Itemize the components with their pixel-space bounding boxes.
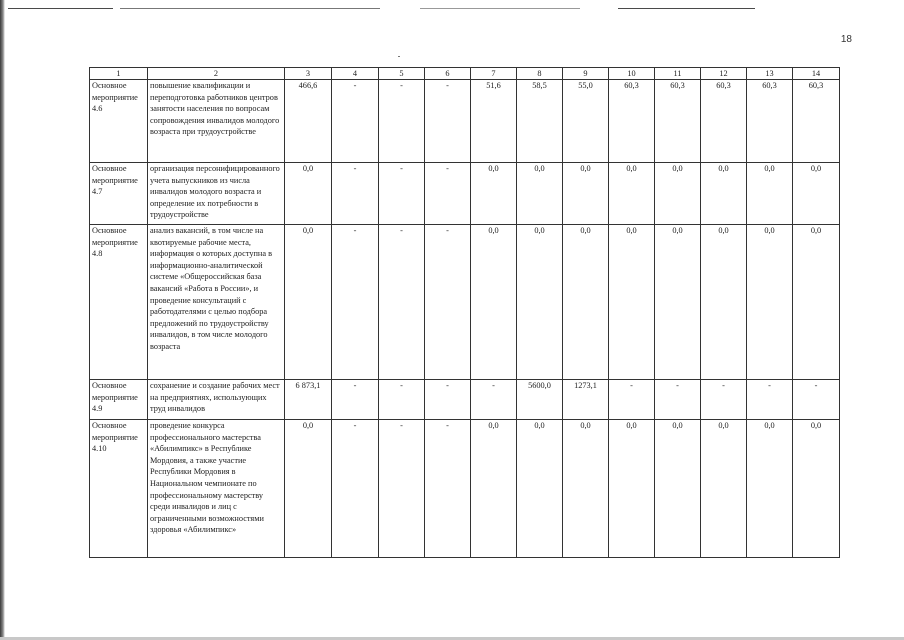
scan-speck <box>398 56 400 57</box>
value-cell-col-13: 0,0 <box>747 163 793 225</box>
table-row <box>90 420 840 558</box>
value-cell-col-12: - <box>701 380 747 420</box>
value-cell-col-3: 0,0 <box>285 163 332 225</box>
value-cell-col-4: - <box>332 163 379 225</box>
column-header-14: 14 <box>793 68 840 80</box>
column-header-10: 10 <box>609 68 655 80</box>
value-cell-col-3: 0,0 <box>285 420 332 558</box>
table-row <box>90 380 840 420</box>
value-cell-col-6: - <box>425 380 471 420</box>
scan-top-line-2 <box>120 8 380 9</box>
table-row <box>90 80 840 163</box>
column-header-12: 12 <box>701 68 747 80</box>
value-cell-col-13: 0,0 <box>747 225 793 380</box>
value-cell-col-10: 60,3 <box>609 80 655 163</box>
column-header-11: 11 <box>655 68 701 80</box>
value-cell-col-6: - <box>425 225 471 380</box>
table-body <box>90 68 840 558</box>
value-cell-col-11: 0,0 <box>655 225 701 380</box>
event-name-cell: Основное мероприятие 4.10 <box>90 420 148 558</box>
value-cell-col-14: 60,3 <box>793 80 840 163</box>
value-cell-col-10: 0,0 <box>609 225 655 380</box>
value-cell-col-13: 60,3 <box>747 80 793 163</box>
column-header-2: 2 <box>148 68 285 80</box>
value-cell-col-5: - <box>379 225 425 380</box>
column-header-8: 8 <box>517 68 563 80</box>
value-cell-col-12: 0,0 <box>701 163 747 225</box>
column-header-7: 7 <box>471 68 517 80</box>
value-cell-col-12: 60,3 <box>701 80 747 163</box>
value-cell-col-7: 0,0 <box>471 420 517 558</box>
scan-top-line-1 <box>8 8 113 9</box>
column-header-4: 4 <box>332 68 379 80</box>
value-cell-col-13: - <box>747 380 793 420</box>
event-description-cell: анализ вакансий, в том числе на квотируемые рабочие места, информация о которых доступна в информационно-аналитической системе «Общероссийская база вакансий «Работа в России», и проведение консультаций с работодателями с целью подбора предложений по трудоустройству инвалидов, в том числе молодого возраста <box>148 225 285 380</box>
value-cell-col-3: 0,0 <box>285 225 332 380</box>
value-cell-col-3: 6 873,1 <box>285 380 332 420</box>
value-cell-col-4: - <box>332 420 379 558</box>
scan-edge-left <box>0 0 5 640</box>
table-row <box>90 225 840 380</box>
value-cell-col-8: 0,0 <box>517 163 563 225</box>
column-header-13: 13 <box>747 68 793 80</box>
event-description-cell: организация персонифицированного учета выпускников из числа инвалидов молодого возраста и определение их потребности в трудоустройстве <box>148 163 285 225</box>
table-row <box>90 163 840 225</box>
value-cell-col-11: 0,0 <box>655 163 701 225</box>
value-cell-col-6: - <box>425 420 471 558</box>
value-cell-col-5: - <box>379 380 425 420</box>
value-cell-col-14: 0,0 <box>793 225 840 380</box>
value-cell-col-12: 0,0 <box>701 225 747 380</box>
column-header-5: 5 <box>379 68 425 80</box>
value-cell-col-4: - <box>332 80 379 163</box>
column-header-3: 3 <box>285 68 332 80</box>
value-cell-col-5: - <box>379 80 425 163</box>
event-name-cell: Основное мероприятие 4.6 <box>90 80 148 163</box>
value-cell-col-11: - <box>655 380 701 420</box>
value-cell-col-10: 0,0 <box>609 163 655 225</box>
scan-top-line-3 <box>420 8 580 9</box>
value-cell-col-9: 0,0 <box>563 420 609 558</box>
value-cell-col-7: 0,0 <box>471 163 517 225</box>
event-name-cell: Основное мероприятие 4.8 <box>90 225 148 380</box>
value-cell-col-8: 0,0 <box>517 420 563 558</box>
value-cell-col-4: - <box>332 380 379 420</box>
value-cell-col-12: 0,0 <box>701 420 747 558</box>
column-header-9: 9 <box>563 68 609 80</box>
value-cell-col-5: - <box>379 163 425 225</box>
value-cell-col-13: 0,0 <box>747 420 793 558</box>
value-cell-col-14: 0,0 <box>793 163 840 225</box>
column-header-6: 6 <box>425 68 471 80</box>
event-description-cell: проведение конкурса профессионального мастерства «Абилимпикс» в Республике Мордовия, а также участие Республики Мордовия в Национальном чемпионате по профессиональному мастерству среди инвалидов и лиц с ограниченными возможностями здоровья «Абилимпикс» <box>148 420 285 558</box>
event-name-cell: Основное мероприятие 4.9 <box>90 380 148 420</box>
scan-top-line-4 <box>618 8 755 9</box>
value-cell-col-6: - <box>425 80 471 163</box>
value-cell-col-7: 51,6 <box>471 80 517 163</box>
value-cell-col-7: 0,0 <box>471 225 517 380</box>
value-cell-col-9: 1273,1 <box>563 380 609 420</box>
table-header-row <box>90 68 840 80</box>
page-number: 18 <box>840 34 852 45</box>
event-description-cell: сохранение и создание рабочих мест на предприятиях, использующих труд инвалидов <box>148 380 285 420</box>
value-cell-col-14: - <box>793 380 840 420</box>
program-events-table <box>89 67 840 558</box>
value-cell-col-10: - <box>609 380 655 420</box>
value-cell-col-5: - <box>379 420 425 558</box>
event-name-cell: Основное мероприятие 4.7 <box>90 163 148 225</box>
column-header-1: 1 <box>90 68 148 80</box>
value-cell-col-11: 60,3 <box>655 80 701 163</box>
value-cell-col-6: - <box>425 163 471 225</box>
value-cell-col-8: 58,5 <box>517 80 563 163</box>
value-cell-col-8: 5600,0 <box>517 380 563 420</box>
value-cell-col-7: - <box>471 380 517 420</box>
value-cell-col-4: - <box>332 225 379 380</box>
value-cell-col-9: 0,0 <box>563 163 609 225</box>
value-cell-col-10: 0,0 <box>609 420 655 558</box>
value-cell-col-14: 0,0 <box>793 420 840 558</box>
value-cell-col-9: 55,0 <box>563 80 609 163</box>
value-cell-col-9: 0,0 <box>563 225 609 380</box>
event-description-cell: повышение квалификации и переподготовка работников центров занятости населения по вопросам сопровождения инвалидов молодого возраста при трудоустройстве <box>148 80 285 163</box>
value-cell-col-11: 0,0 <box>655 420 701 558</box>
value-cell-col-3: 466,6 <box>285 80 332 163</box>
value-cell-col-8: 0,0 <box>517 225 563 380</box>
